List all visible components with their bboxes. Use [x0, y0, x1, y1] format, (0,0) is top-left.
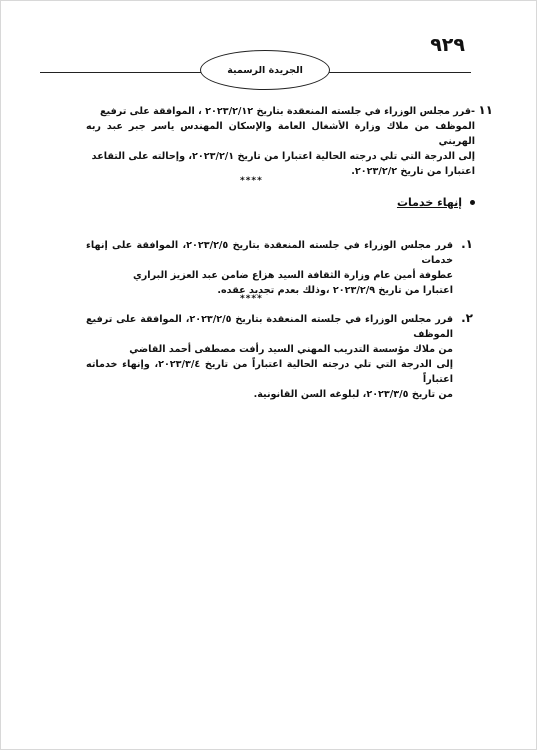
item-line: قرر مجلس الوزراء في جلسته المنعقدة بتاريخ ٢٠٢٣/٢/٥، الموافقة على إنهاء خدمات	[86, 240, 454, 266]
section-heading	[397, 196, 475, 209]
page-number: ٩٢٩	[430, 34, 465, 56]
item-line: من ملاك مؤسسة التدريب المهني السيد رأفت مصطفى أحمد القاضي	[129, 344, 453, 355]
item-line: عطوفة أمين عام وزارة الثقافة السيد هزاع ضامن عبد العزيز البراري	[132, 270, 453, 281]
separator-stars: ****	[240, 176, 263, 186]
decision-item-11	[86, 103, 493, 179]
item-number: ٢.	[461, 311, 473, 325]
item-line: اعتبارا من تاريخ ٢٠٢٣/٢/٢.	[351, 166, 475, 177]
item-line: من تاريخ ٢٠٢٣/٣/٥، لبلوغه السن القانونية.	[253, 389, 453, 400]
item-line: قرر مجلس الوزراء في جلسته المنعقدة بتاريخ ٢٠٢٣/٢/٥، الموافقة على ترفيع الموظف	[86, 314, 454, 340]
item-line: الموظف من ملاك وزارة الأشغال العامة والإسكان المهندس ياسر جبر عبد ربه الهريني	[86, 121, 475, 147]
decision-item-2	[86, 311, 473, 402]
item-line: إلى الدرجة التي تلي درجته الحالية اعتبارا من تاريخ ٢٠٢٣/٢/١، وإحالته على التقاعد	[91, 151, 475, 162]
item-number: ١١	[478, 103, 493, 117]
decision-item-1	[86, 237, 473, 298]
item-line: اعتبارا من تاريخ ٢٠٢٣/٢/٩ ،وذلك بعدم تجديد عقده.	[217, 285, 453, 296]
item-line: إلى الدرجة التي تلي درجته الحالية اعتباراً من تاريخ ٢٠٢٣/٣/٤، وإنهاء خدماته اعتباراً	[86, 359, 453, 385]
item-number: ١.	[461, 237, 473, 251]
bullet-icon	[470, 200, 475, 205]
separator-stars: ****	[240, 294, 263, 304]
section-title: إنهاء خدمات	[396, 196, 462, 209]
item-line: -قرر مجلس الوزراء في جلسته المنعقدة بتاريخ ٢٠٢٣/٢/١٢ ، الموافقة على ترفيع	[100, 106, 475, 117]
gazette-header-label: الجريدة الرسمية	[200, 50, 330, 90]
